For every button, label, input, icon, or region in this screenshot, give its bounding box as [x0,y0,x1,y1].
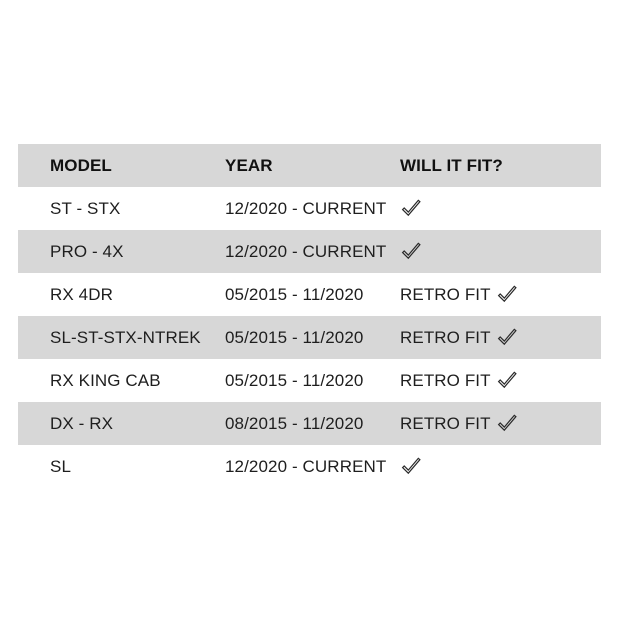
table-row [18,273,601,316]
table-row [18,359,601,402]
double-check-icon [496,370,518,392]
fit-label: RETRO FIT [400,413,491,433]
table-row [18,316,601,359]
fit-cell [400,369,601,392]
model-cell: SL-ST-STX-NTREK [50,327,201,347]
model-cell: ST - STX [50,198,121,218]
year-cell: 05/2015 - 11/2020 [225,327,364,347]
table-row [18,445,601,488]
table-row [18,187,601,230]
fit-label: RETRO FIT [400,327,491,347]
fit-label: RETRO FIT [400,370,491,390]
model-cell: SL [50,456,71,476]
fit-label: RETRO FIT [400,284,491,304]
year-cell: 12/2020 - CURRENT [225,198,387,218]
column-header-fit: WILL IT FIT? [400,155,503,175]
double-check-icon [400,198,422,220]
double-check-icon [496,327,518,349]
fit-cell [400,412,601,435]
double-check-icon [496,284,518,306]
table-header-row [18,144,601,187]
double-check-icon [400,456,422,478]
year-cell: 12/2020 - CURRENT [225,241,387,261]
fit-cell [400,283,601,306]
column-header-year: YEAR [225,155,273,175]
fit-cell [400,197,601,220]
model-cell: PRO - 4X [50,241,124,261]
year-cell: 12/2020 - CURRENT [225,456,387,476]
fit-cell [400,326,601,349]
fitment-table [18,144,601,488]
double-check-icon [400,241,422,263]
fit-cell [400,240,601,263]
double-check-icon [496,413,518,435]
year-cell: 08/2015 - 11/2020 [225,413,364,433]
year-cell: 05/2015 - 11/2020 [225,284,364,304]
table-row [18,230,601,273]
model-cell: RX 4DR [50,284,113,304]
model-cell: RX KING CAB [50,370,161,390]
year-cell: 05/2015 - 11/2020 [225,370,364,390]
table-body [18,187,601,488]
table-row [18,402,601,445]
model-cell: DX - RX [50,413,114,433]
fit-cell [400,455,601,478]
column-header-model: MODEL [50,155,112,175]
